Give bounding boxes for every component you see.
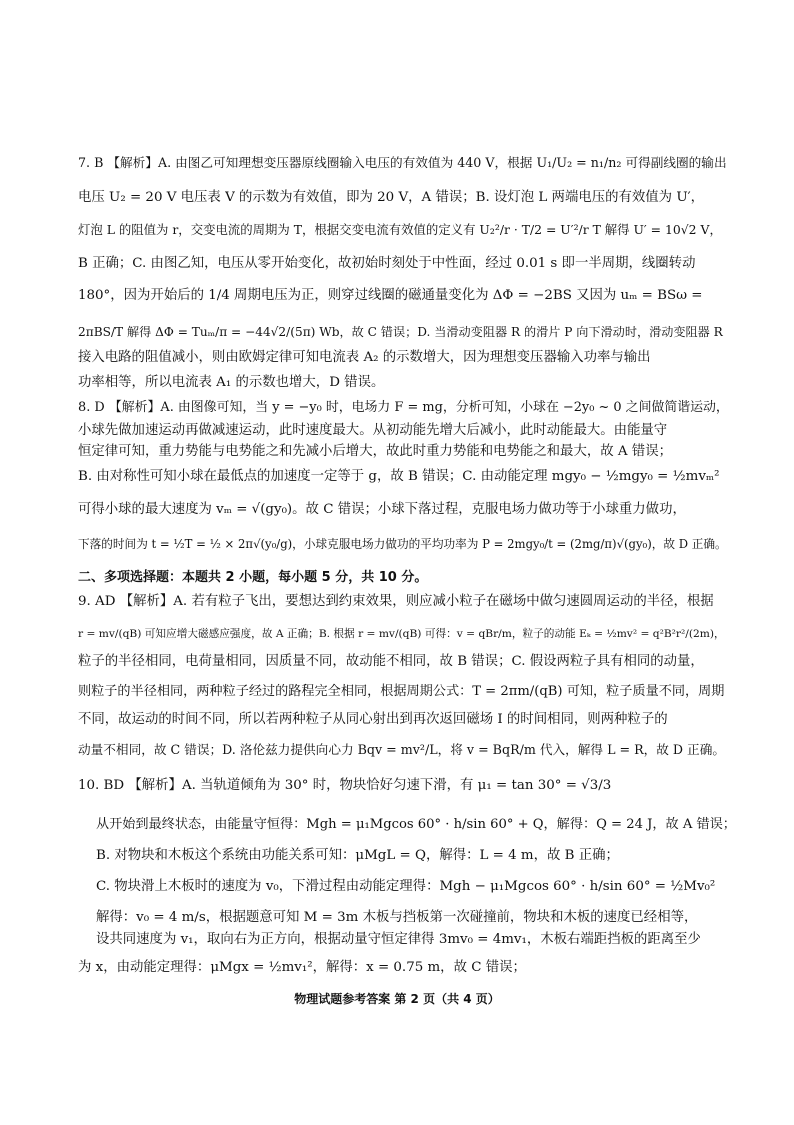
text-line: 10. BD 【解析】A. 当轨道倾角为 30° 时，物块恰好匀速下滑，有 μ₁ = tan 30° = √3/3 xyxy=(78,778,612,793)
text-line: B. 由对称性可知小球在最低点的加速度一定等于 g，故 B 错误；C. 由动能定理 mgy₀ − ½mgy₀ = ½mvₘ² xyxy=(78,469,720,484)
section-heading: 二、多项选择题：本题共 2 小题，每小题 5 分，共 10 分。 xyxy=(78,570,428,585)
text-line: 小球先做加速运动再做减速运动，此时速度最大。从初动能先增大后减小，此时动能最大。由能量守 xyxy=(78,423,668,438)
text-line: 设共同速度为 v₁，取向右为正方向，根据动量守恒定律得 3mv₀ = 4mv₁，木板右端距挡板的距离至少 xyxy=(96,932,701,947)
page-footer: 物理试题参考答案 第 2 页（共 4 页） xyxy=(294,992,500,1006)
text-line: 电压 U₂ = 20 V 电压表 V 的示数为有效值，即为 20 V，A 错误；B. 设灯泡 L 两端电压的有效值为 U′， xyxy=(78,190,705,205)
text-line: 功率相等，所以电流表 A₁ 的示数也增大，D 错误。 xyxy=(78,375,385,390)
text-line: 为 x，由动能定理得：μMgx = ½mv₁²，解得：x = 0.75 m，故 C 错误； xyxy=(78,960,526,975)
text-line: 可得小球的最大速度为 vₘ = √(gy₀)。故 C 错误；小球下落过程，克服电场力做功等于小球重力做功， xyxy=(78,502,686,517)
text-line: 动量不相同，故 C 错误；D. 洛伦兹力提供向心力 Bqv = mv²/L，将 v = BqR/m 代入，解得 L = R，故 D 正确。 xyxy=(78,742,725,757)
text-line: 解得：v₀ = 4 m/s，根据题意可知 M = 3m 木板与挡板第一次碰撞前，物块和木板的速度已经相等， xyxy=(96,910,698,925)
text-line: 粒子的半径相同，电荷量相同，因质量不同，故动能不相同，故 B 错误；C. 假设两粒子具有相同的动量， xyxy=(78,654,704,669)
text-line: 180°，因为开始后的 1/4 周期电压为正，则穿过线圈的磁通量变化为 ΔΦ = −2BS 又因为 uₘ = BSω = xyxy=(78,288,703,303)
text-line: 9. AD 【解析】A. 若有粒子飞出，要想达到约束效果，则应减小粒子在磁场中做匀速圆周运动的半径，根据 xyxy=(78,594,714,609)
text-line: 下落的时间为 t = ½T = ½ × 2π√(y₀/g)，小球克服电场力做功的平均功率为 P = 2mgy₀/t = (2mg/π)√(gy₀)，故 D 正确。 xyxy=(78,537,727,551)
text-line: B. 对物块和木板这个系统由功能关系可知：μMgL = Q，解得：L = 4 m，故 B 正确； xyxy=(96,848,619,863)
text-line: 8. D 【解析】A. 由图像可知，当 y = −y₀ 时，电场力 F = mg，分析可知，小球在 −2y₀ ~ 0 之间做简谐运动， xyxy=(78,400,729,415)
text-line: 恒定律可知，重力势能与电势能之和先减小后增大，故此时重力势能和电势能之和最大，故 A 错误； xyxy=(78,444,672,459)
text-line: 2πBS/T 解得 ΔΦ = Tuₘ/π = −44√2/(5π) Wb，故 C 错误；D. 当滑动变阻器 R 的滑片 P 向下滑动时，滑动变阻器 R xyxy=(78,325,723,339)
text-line: 接入电路的阻值减小，则由欧姆定律可知电流表 A₂ 的示数增大，因为理想变压器输入功率与输出 xyxy=(78,350,651,365)
text-line: 从开始到最终状态，由能量守恒得：Mgh = μ₁Mgcos 60° · h/sin 60° + Q，解得：Q = 24 J，故 A 错误； xyxy=(96,817,736,832)
text-line: 不同，故运动的时间不同，所以若两种粒子从同心射出到再次返回磁场 Ⅰ 的时间相同，则两种粒子的 xyxy=(78,712,668,727)
text-line: r = mv/(qB) 可知应增大磁感应强度，故 A 正确；B. 根据 r = mv/(qB) 可得：v = qBr/m，粒子的动能 Eₖ = ½mv² = q²B²r²/(2m)， xyxy=(78,627,725,640)
text-line: B 正确；C. 由图乙知，电压从零开始变化，故初始时刻处于中性面，经过 0.01 s 即一半周期，线圈转动 xyxy=(78,256,696,271)
text-line: 则粒子的半径相同，两种粒子经过的路程完全相同，根据周期公式：T = 2πm/(qB) 可知，粒子质量不同，周期 xyxy=(78,684,725,699)
text-line: C. 物块滑上木板时的速度为 v₀，下滑过程由动能定理得：Mgh − μ₁Mgcos 60° · h/sin 60° = ½Mv₀² xyxy=(96,879,716,894)
text-line: 7. B 【解析】A. 由图乙可知理想变压器原线圈输入电压的有效值为 440 V，根据 U₁/U₂ = n₁/n₂ 可得副线圈的输出 xyxy=(78,155,727,170)
text-line: 灯泡 L 的阻值为 r，交变电流的周期为 T，根据交变电流有效值的定义有 U₂²/r · T/2 = U′²/r T 解得 U′ = 10√2 V， xyxy=(78,222,722,237)
